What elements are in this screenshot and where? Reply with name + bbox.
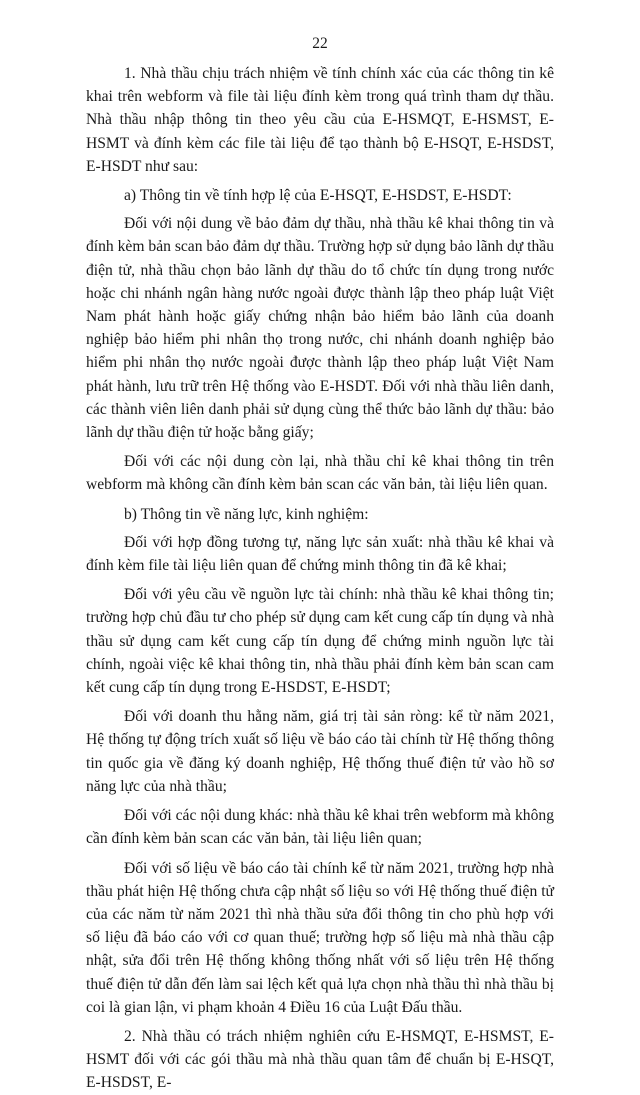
paragraph-bid-security: Đối với nội dung về bảo đảm dự thầu, nhà thầu kê khai thông tin và đính kèm bản scan bảo đảm dự thầu. Trường hợp sử dụng bảo lãnh dự thầu điện tử, nhà thầu chọn bảo lãnh dự thầu do tổ chức tín dụng trong nước hoặc chi nhánh ngân hàng nước ngoài được thành lập theo pháp luật Việt Nam phát hành hoặc giấy chứng nhận bảo hiểm bảo lãnh của doanh nghiệp bảo hiểm phi nhân thọ trong nước, chi nhánh doanh nghiệp bảo hiểm phi nhân thọ nước ngoài được thành lập theo pháp luật Việt Nam phát hành, lưu trữ trên Hệ thống vào E-HSDT. Đối với nhà thầu liên danh, các thành viên liên danh phải sử dụng cùng thể thức bảo lãnh dự thầu: bảo lãnh dự thầu điện tử hoặc bằng giấy; (86, 215, 554, 442)
paragraph-capacity-heading: b) Thông tin về năng lực, kinh nghiệm: (124, 505, 369, 523)
paragraph-similar-contracts: Đối với hợp đồng tương tự, năng lực sản xuất: nhà thầu kê khai và đính kèm file tài liệu liên quan để chứng minh thông tin đã kê khai; (86, 533, 554, 575)
paragraph-contractor-responsibility: 1. Nhà thầu chịu trách nhiệm về tính chính xác của các thông tin kê khai trên webform và file tài liệu đính kèm trong quá trình tham dự thầu. Nhà thầu nhập thông tin theo yêu cầu của E-HSMQT, E-HSMST, E-HSMT và đính kèm các file tài liệu để tạo thành bộ E-HSQT, E-HSDST, E-HSDT như sau: (86, 65, 554, 175)
paragraph-financial-resources: Đối với yêu cầu về nguồn lực tài chính: nhà thầu kê khai thông tin; trường hợp chủ đầu tư cho phép sử dụng cam kết cung cấp tín dụng và nhà thầu sử dụng cam kết cung cấp tín dụng để chứng minh nguồn lực tài chính, ngoài việc kê khai thông tin, nhà thầu phải đính kèm bản scan cam kết cung cấp tín dụng trong E-HSDST, E-HSDT; (86, 586, 554, 697)
page-number: 22 (312, 35, 328, 52)
paragraph-financial-reports: Đối với số liệu về báo cáo tài chính kể từ năm 2021, trường hợp nhà thầu phát hiện Hệ thống chưa cập nhật số liệu so với Hệ thống thuế điện tử của các năm từ năm 2021 thì nhà thầu sửa đổi thông tin cho phù hợp với số liệu đã báo cáo với cơ quan thuế; trường hợp số liệu mà nhà thầu cập nhật, sửa đổi trên Hệ thống không thống nhất với số liệu trên Hệ thống thuế điện tử dẫn đến làm sai lệch kết quả lựa chọn nhà thầu thì nhà thầu bị coi là gian lận, vi phạm khoản 4 Điều 16 của Luật Đấu thầu. (86, 859, 554, 1016)
paragraph-other-contents: Đối với các nội dung khác: nhà thầu kê khai trên webform mà không cần đính kèm bản scan các văn bản, tài liệu liên quan; (86, 807, 554, 848)
paragraph-annual-revenue: Đối với doanh thu hằng năm, giá trị tài sản ròng: kể từ năm 2021, Hệ thống tự động trích xuất số liệu về báo cáo tài chính từ Hệ thống thông tin quốc gia về đăng ký doanh nghiệp, Hệ thống thuế điện tử vào hồ sơ năng lực của nhà thầu; (86, 708, 554, 795)
paragraph-other-content: Đối với các nội dung còn lại, nhà thầu chỉ kê khai thông tin trên webform mà không cần đính kèm bản scan các văn bản, tài liệu liên quan. (86, 453, 554, 494)
paragraph-research-responsibility: 2. Nhà thầu có trách nhiệm nghiên cứu E-HSMQT, E-HSMST, E-HSMT đối với các gói thầu mà nhà thầu quan tâm để chuẩn bị E-HSQT, E-HSDST, E- (86, 1027, 554, 1092)
paragraph-validity-heading: a) Thông tin về tính hợp lệ của E-HSQT, E-HSDST, E-HSDT: (124, 187, 512, 205)
